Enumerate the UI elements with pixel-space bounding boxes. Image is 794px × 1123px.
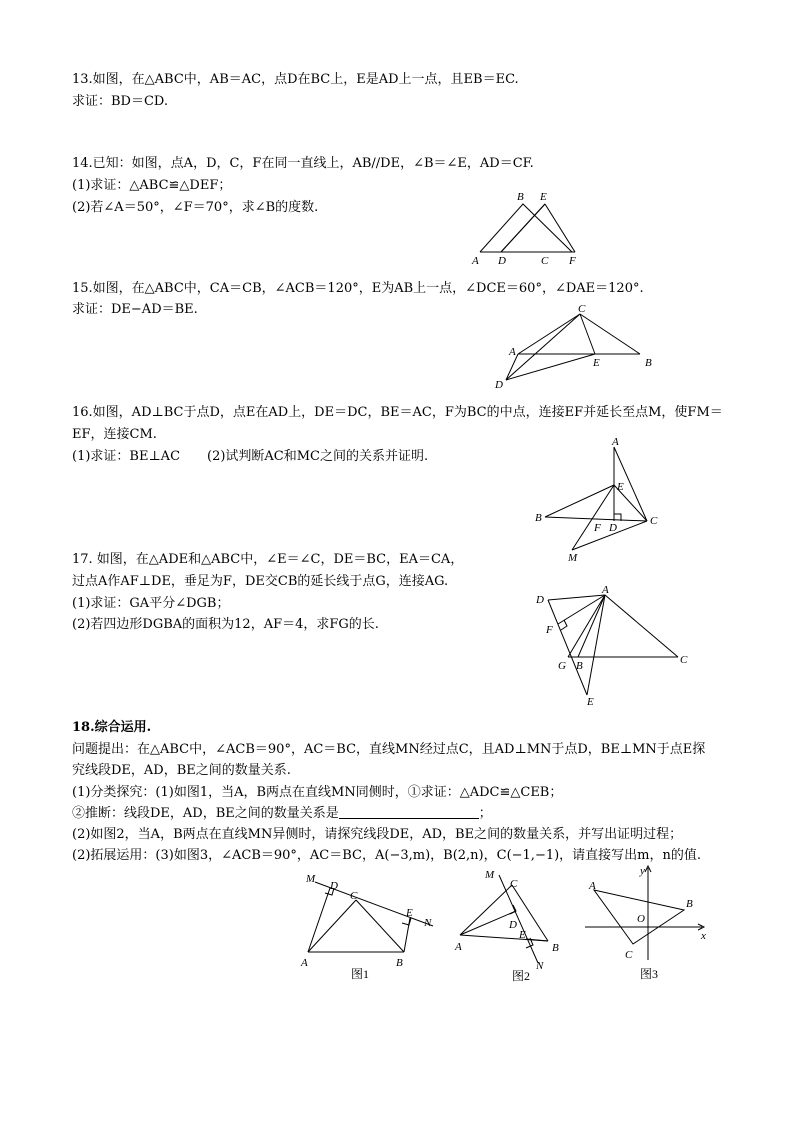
fig3-label-c: C: [625, 949, 633, 961]
q15-line-2: 求证：DE−AD＝BE.: [72, 302, 198, 317]
q17-label-e: E: [587, 696, 594, 708]
fig3-label-o: O: [637, 913, 645, 925]
answer-blank[interactable]: [339, 806, 479, 819]
q14-label-f: F: [569, 255, 576, 267]
q18-figure-2: [450, 865, 570, 985]
q18-line-4-end: ；: [478, 806, 492, 821]
fig3-label-x: x: [701, 930, 706, 942]
q18-line-4-text: ②推断：线段DE，AD，BE之间的数量关系是: [72, 806, 339, 821]
q18-line-2: 究线段DE，AD，BE之间的数量关系.: [72, 763, 291, 778]
q17-line-2: 过点A作AF⊥DE，垂足为F，DE交CB的延长线于点G，连接AG.: [72, 574, 449, 589]
fig2-caption: 图2: [512, 969, 531, 983]
q17-label-b: B: [576, 660, 583, 672]
q18-line-3: (1)分类探究：(1)如图1，当A，B两点在直线MN同侧时，①求证：△ADC≌△CEB；: [72, 785, 563, 800]
q14-line-1: 14.已知：如图，点A，D，C，F在同一直线上，AB//DE，∠B＝∠E，AD＝CF.: [72, 156, 534, 171]
q17-label-c: C: [680, 654, 688, 666]
fig3-label-y: y: [640, 865, 645, 877]
q15-label-d: D: [495, 379, 503, 391]
q14-label-e: E: [540, 191, 547, 203]
q15-figure: [490, 302, 660, 394]
fig2-label-a: A: [455, 941, 462, 953]
fig2-label-b: B: [552, 942, 559, 954]
fig1-caption: 图1: [351, 967, 370, 981]
q18-figure-3: [580, 860, 715, 985]
q17-line-3: (1)求证：GA平分∠DGB；: [72, 596, 230, 611]
q16-line-1: 16.如图，AD⊥BC于点D，点E在AD上，DE＝DC，BE＝AC，F为BC的中点，连接EF并延长至点M，使FM＝: [72, 405, 723, 420]
fig2-label-m: M: [485, 869, 495, 881]
q16-label-c: C: [650, 515, 658, 527]
q17-figure: [530, 585, 700, 710]
q16-line-3b: (2)试判断AC和MC之间的关系并证明.: [207, 449, 429, 464]
q14-label-d: D: [498, 255, 506, 267]
q14-line-2: (1)求证：△ABC≌△DEF；: [72, 178, 232, 193]
q13-line-2: 求证：BD＝CD.: [72, 94, 169, 109]
fig2-label-n: N: [536, 960, 544, 972]
q17-label-g: G: [558, 660, 566, 672]
q16-label-d: D: [609, 522, 617, 534]
q17-label-a: A: [602, 584, 609, 596]
q16-label-e: E: [617, 481, 624, 493]
q15-label-e: E: [593, 357, 600, 369]
q18-figure-1: [298, 868, 443, 983]
q16-label-f: F: [594, 522, 601, 534]
q18-line-5: (2)如图2，当A，B两点在直线MN异侧时，请探究线段DE，AD，BE之间的数量关系，并写出证明过程；: [72, 827, 683, 842]
fig3-label-a: A: [589, 880, 596, 892]
fig2-label-d: D: [509, 919, 517, 931]
fig3-label-b: B: [686, 898, 693, 910]
fig1-label-b: B: [396, 957, 403, 969]
q16-line-3a: (1)求证：BE⊥AC: [72, 449, 181, 464]
q17-label-f: F: [546, 624, 553, 636]
fig1-label-e: E: [406, 907, 413, 919]
q14-label-b: B: [517, 191, 524, 203]
q18-line-6: (2)拓展运用：(3)如图3，∠ACB＝90°，AC＝BC，A(−3,m)，B(2,n)，C(−1,−1)，请直接写出m，n的值.: [72, 848, 702, 863]
q15-label-c: C: [578, 303, 586, 315]
q15-label-a: A: [509, 346, 516, 358]
fig1-label-c: C: [350, 890, 358, 902]
q17-label-d: D: [536, 594, 544, 606]
fig1-label-d: D: [330, 880, 338, 892]
q14-line-3: (2)若∠A＝50°，∠F＝70°，求∠B的度数.: [72, 200, 319, 215]
fig3-caption: 图3: [640, 967, 659, 981]
q17-line-1: 17. 如图，在△ADE和△ABC中，∠E＝∠C，DE＝BC，EA＝CA，: [72, 552, 464, 567]
q16-label-m: M: [568, 552, 578, 564]
q16-figure: [530, 435, 665, 565]
q18-line-1: 问题提出：在△ABC中，∠ACB＝90°，AC＝BC，直线MN经过点C，且AD⊥MN于点D，BE⊥MN于点E探: [72, 742, 706, 757]
q14-figure: [465, 188, 590, 268]
q18-title: 18.综合运用.: [72, 720, 152, 735]
q13-line-1: 13.如图，在△ABC中，AB＝AC，点D在BC上，E是AD上一点，且EB＝EC.: [72, 72, 519, 87]
fig1-label-n: N: [424, 917, 432, 929]
q16-label-a: A: [612, 436, 619, 448]
q14-label-c: C: [541, 255, 549, 267]
q18-line-4: [72, 806, 492, 822]
q14-label-a: A: [472, 255, 479, 267]
q16-line-2: EF，连接CM.: [72, 427, 157, 442]
fig1-label-a: A: [301, 957, 308, 969]
fig1-label-m: M: [306, 873, 316, 885]
q15-label-b: B: [645, 357, 652, 369]
fig2-label-c: C: [510, 878, 518, 890]
q16-label-b: B: [535, 512, 542, 524]
fig2-label-e: E: [519, 929, 526, 941]
q17-line-4: (2)若四边形DGBA的面积为12，AF＝4，求FG的长.: [72, 617, 379, 632]
q15-line-1: 15.如图，在△ABC中，CA＝CB，∠ACB＝120°，E为AB上一点，∠DCE＝60°，∠DAE＝120°.: [72, 281, 644, 296]
